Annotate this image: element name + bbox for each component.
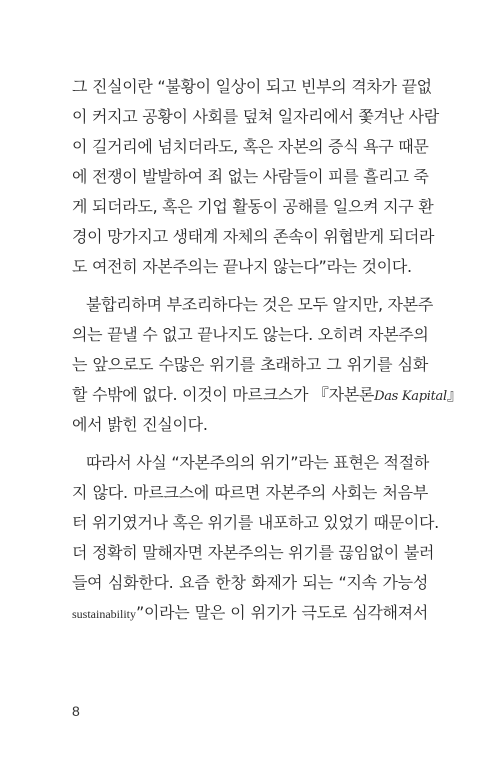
paragraph-gap [72,440,428,448]
text-segment: 』 [446,385,463,404]
text-line: 터 위기였거나 혹은 위기를 내포하고 있었기 때문이다. [72,513,439,532]
body-text [72,72,463,628]
text-line: 는 앞으로도 수많은 위기를 초래하고 그 위기를 심화 [72,355,428,374]
text-line: 더 정확히 말해자면 자본주의는 위기를 끊임없이 불러 [72,543,435,562]
text-segment: ”이라는 말은 이 위기가 극도로 심각해져서 [136,603,428,622]
text-line [72,380,463,410]
text-line: 따라서 사실 “자본주의의 위기”라는 표현은 적절하 [86,453,430,472]
text-line: 게 되더라도, 혹은 기업 활동이 공해를 일으켜 지구 환 [72,197,434,216]
text-line: 경이 망가지고 생태계 자체의 존속이 위협받게 되더라 [72,227,435,246]
text-line: 도 여전히 자본주의는 끝나지 않는다”라는 것이다. [72,257,412,276]
paragraph-gap [72,282,428,290]
text-line [72,598,428,628]
text-line: 에서 밝힌 진실이다. [72,415,208,434]
text-segment: 할 수밖에 없다. 이것이 마르크스가 『자본론 [72,385,375,404]
text-line: 이 커지고 공황이 사회를 덮쳐 일자리에서 쫓겨난 사람 [72,107,439,126]
text-line: 이 길거리에 넘치더라도, 혹은 자본의 증식 욕구 때문 [72,137,429,156]
text-line: 에 전쟁이 발발하여 죄 없는 사람들이 피를 흘리고 죽 [72,167,429,186]
text-line: 의는 끝낼 수 없고 끝나지도 않는다. 오히려 자본주의 [72,325,429,344]
english-term: sustainability [72,607,136,621]
text-line: 지 않다. 마르크스에 따르면 자본주의 사회는 처음부 [72,483,428,502]
text-line: 들여 심화한다. 요즘 한창 화제가 되는 “지속 가능성 [72,573,428,592]
page-number: 8 [72,703,80,719]
book-title-italic: Das Kapital [374,389,447,404]
text-line: 불합리하며 부조리하다는 것은 모두 알지만, 자본주 [86,295,433,314]
text-line: 그 진실이란 “불황이 일상이 되고 빈부의 격차가 끝없 [72,77,432,96]
